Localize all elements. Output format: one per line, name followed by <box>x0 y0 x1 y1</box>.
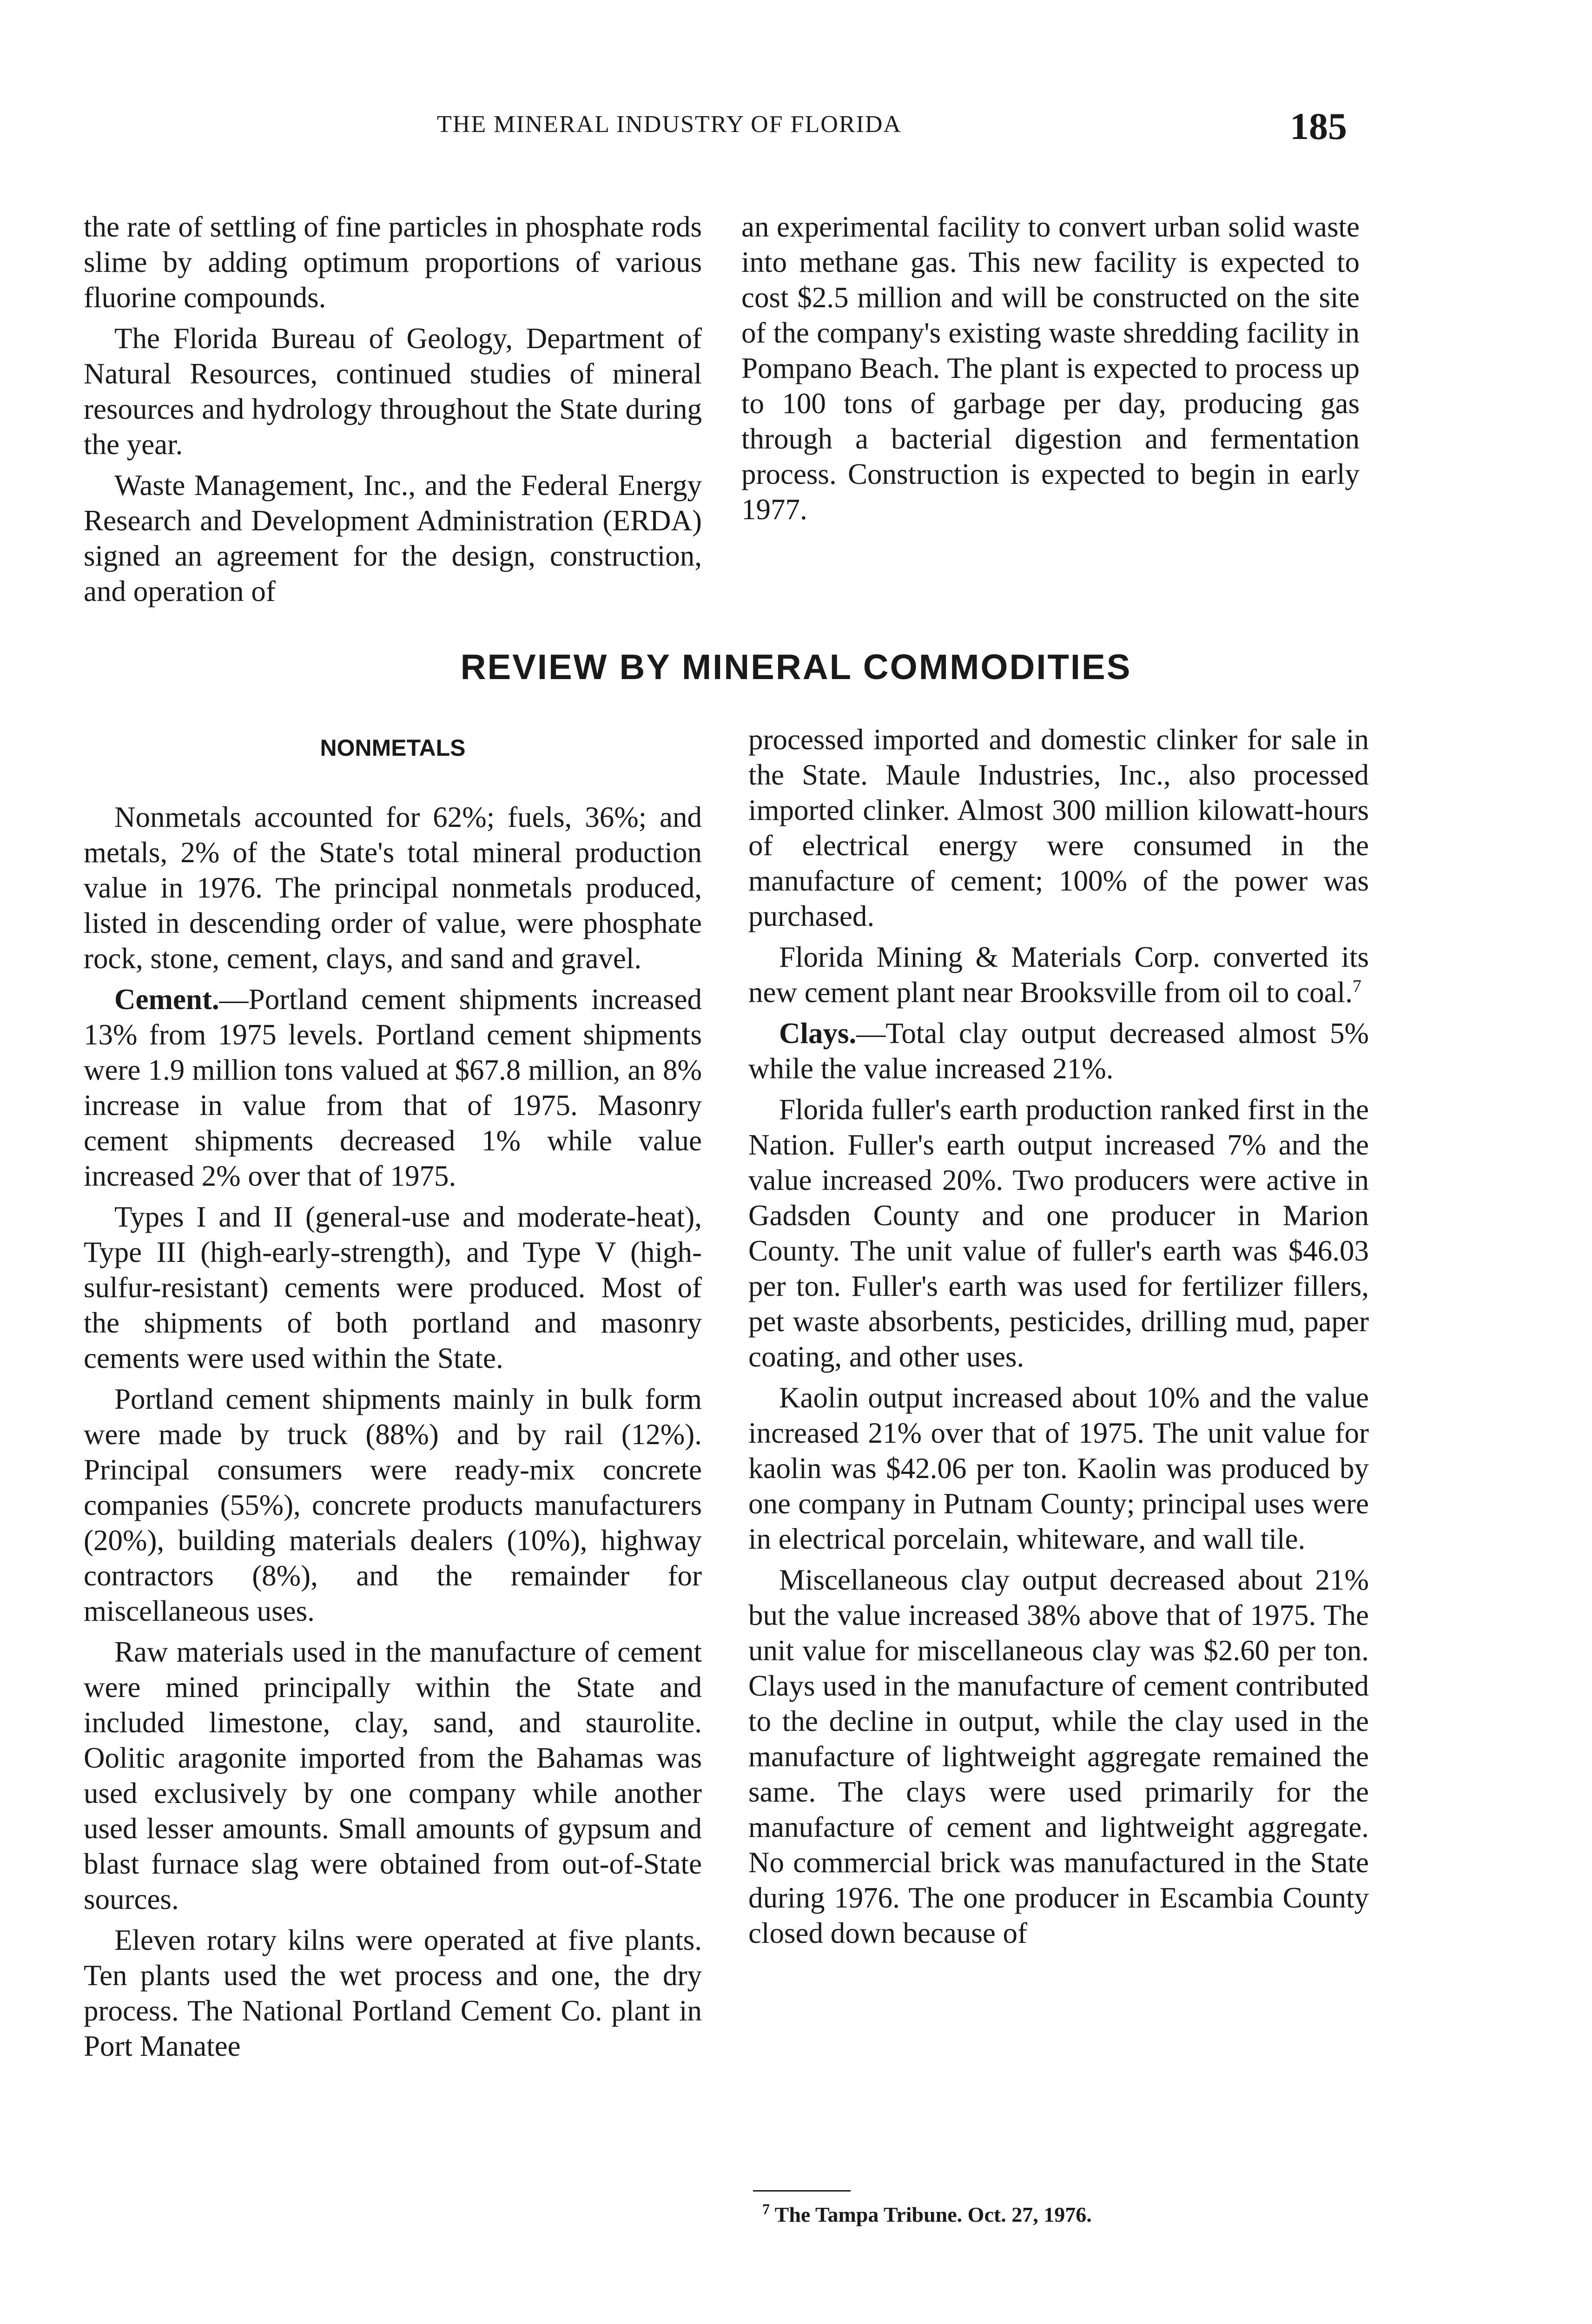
paragraph-cement <box>84 982 702 1194</box>
paragraph: Eleven rotary kilns were operated at five plants. Ten plants used the wet process and one, the dry process. The National Portland Cement Co. plant in Port Manatee <box>84 1924 702 2062</box>
paragraph-brooksville <box>748 939 1369 1010</box>
cement-lead: Cement. <box>114 983 219 1016</box>
paragraph-text: —Total clay output decreased almost 5% while the value increased 21%. <box>748 1017 1369 1085</box>
paragraph: Florida fuller's earth production ranked first in the Nation. Fuller's earth output increased 7% and the value increased 20%. Two producers were active in Gadsden County and one producer in Marion County. The unit value of fuller's earth was $46.03 per ton. Fuller's earth was used for fertilizer fillers, pet waste absorbents, pesticides, drilling mud, paper coating, and other uses. <box>748 1093 1369 1373</box>
footnote-reference: 7 <box>1352 977 1361 996</box>
paragraph: Nonmetals accounted for 62%; fuels, 36%; and metals, 2% of the State's total mineral production value in 1976. The principal nonmetals produced, listed in descending order of value, were phosphate rock, stone, cement, clays, and sand and gravel. <box>84 801 702 975</box>
top-left-column <box>84 209 702 614</box>
left-column <box>84 799 702 2069</box>
right-column <box>748 722 1369 1956</box>
page-number: 185 <box>1290 105 1347 147</box>
paragraph: Raw materials used in the manufacture of cement were mined principally within the State and included limestone, clay, sand, and staurolite. Oolitic aragonite imported from the Bahamas was used exclusively by one company while another used lesser amounts. Small amounts of gypsum and blast furnace slag were obtained from out-of-State sources. <box>84 1636 702 1915</box>
paragraph: Portland cement shipments mainly in bulk form were made by truck (88%) and by rail (12%). Principal consumers were ready-mix concrete companies (55%), concrete products manufacturers (20%), building materials dealers (10%), highway contractors (8%), and the remainder for miscellaneous uses. <box>84 1383 702 1627</box>
subsection-heading: NONMETALS <box>320 735 466 761</box>
paragraph: processed imported and domestic clinker for sale in the State. Maule Industries, Inc., also processed imported clinker. Almost 300 million kilowatt-hours of electrical energy were consumed in the manufacture of cement; 100% of the power was purchased. <box>748 723 1369 932</box>
footnote-rule <box>753 2190 851 2192</box>
paragraph: The Florida Bureau of Geology, Department of Natural Resources, continued studies of mineral resources and hydrology throughout the State during the year. <box>84 322 702 461</box>
paragraph: Miscellaneous clay output decreased about 21% but the value increased 38% above that of 1975. The unit value for miscellaneous clay was $2.60 per ton. Clays used in the manufacture of cement contributed to the decline in output, while the clay used in the manufacture of lightweight aggregate remained the same. The clays were used primarily for the manufacture of cement and lightweight aggregate. No commercial brick was manufactured in the State during 1976. The one producer in Escambia County closed down because of <box>748 1564 1369 1949</box>
paragraph-text: Florida Mining & Materials Corp. converted its new cement plant near Brooksville from oil to coal. <box>748 941 1369 1009</box>
footnote <box>762 2201 1367 2229</box>
footnote-text: The Tampa Tribune. Oct. 27, 1976. <box>770 2203 1092 2226</box>
running-head: THE MINERAL INDUSTRY OF FLORIDA <box>437 111 902 138</box>
paragraph: Types I and II (general-use and moderate-heat), Type III (high-early-strength), and Type V (high-sulfur-resistant) cements were produced. Most of the shipments of both portland and masonry cements were used within the State. <box>84 1201 702 1374</box>
top-right-column <box>741 209 1360 533</box>
section-heading: REVIEW BY MINERAL COMMODITIES <box>460 647 1132 687</box>
paragraph: Kaolin output increased about 10% and the value increased 21% over that of 1975. The unit value for kaolin was $42.06 per ton. Kaolin was produced by one company in Putnam County; principal uses were in electrical porcelain, whiteware, and wall tile. <box>748 1381 1369 1555</box>
footnote-marker: 7 <box>762 2200 770 2218</box>
paragraph-text: —Portland cement shipments increased 13% from 1975 levels. Portland cement shipments were 1.9 million tons valued at $67.8 million, an 8% increase in value from that of 1975. Masonry cement shipments decreased 1% while value increased 2% over that of 1975. <box>84 983 702 1192</box>
paragraph-clays <box>748 1016 1369 1086</box>
clays-lead: Clays. <box>779 1017 857 1050</box>
paragraph: an experimental facility to convert urban solid waste into methane gas. This new facility is expected to cost $2.5 million and will be constructed on the site of the company's existing waste shredding facility in Pompano Beach. The plant is expected to process up to 100 tons of garbage per day, producing gas through a bacterial digestion and fermentation process. Construction is expected to begin in early 1977. <box>741 211 1360 526</box>
paragraph: Waste Management, Inc., and the Federal Energy Research and Development Administration (ERDA) signed an agreement for the design, construction, and operation of <box>84 469 702 607</box>
paragraph: the rate of settling of fine particles in phosphate rods slime by adding optimum proportions of various fluorine compounds. <box>84 211 702 314</box>
